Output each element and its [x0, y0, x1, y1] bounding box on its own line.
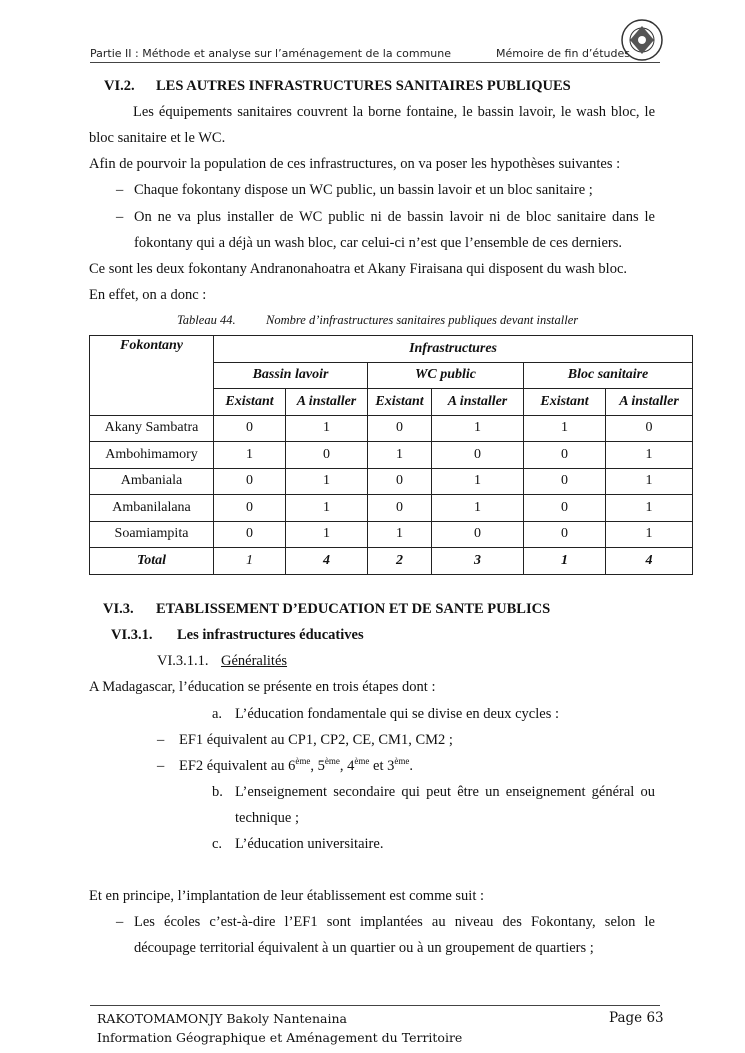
paragraph: En effet, on a donc :: [89, 287, 207, 303]
row-name: Akany Sambatra: [90, 415, 214, 442]
subsubsection-title: [221, 652, 287, 670]
cell: 0: [368, 468, 432, 495]
bullet-dash: –: [116, 182, 124, 198]
cell: 1: [286, 495, 368, 522]
row-name: Ambaniala: [90, 468, 214, 495]
bullet-dash: –: [116, 209, 124, 225]
cell: 1: [214, 442, 286, 469]
cell: 0: [432, 442, 524, 469]
cell: 0: [214, 468, 286, 495]
ef2-sep: , 4: [339, 758, 355, 774]
cell: 0: [524, 521, 606, 548]
list-label: b.: [212, 784, 223, 800]
list-label: c.: [212, 836, 223, 852]
table-header-row: [90, 336, 693, 363]
footer-page-number: Page 63: [609, 1010, 664, 1026]
subheader-existant: Existant: [214, 389, 286, 416]
subheader-a-installer: A installer: [606, 389, 693, 416]
header-fokontany: Fokontany: [90, 336, 214, 416]
row-name: Soamiampita: [90, 521, 214, 548]
bullet-dash: –: [157, 732, 165, 748]
total-cell: 1: [214, 548, 286, 575]
table-caption-label: Tableau 44.: [177, 313, 236, 327]
cell: 0: [286, 442, 368, 469]
group-bassin-lavoir: Bassin lavoir: [214, 362, 368, 389]
footer-author: RAKOTOMAMONJY Bakoly Nantenaina: [97, 1011, 347, 1026]
footer-rule: [90, 1005, 660, 1006]
bullet-dash: –: [157, 758, 165, 774]
total-cell: 4: [606, 548, 693, 575]
total-cell: 1: [524, 548, 606, 575]
subsection-title: Les infrastructures éducatives: [177, 627, 364, 643]
table-row: [90, 521, 693, 548]
bullet-item: On ne va plus installer de WC public ni de bassin lavoir ni de bloc sanitaire dans le: [134, 209, 655, 225]
running-header-right: Mémoire de fin d’études: [496, 47, 630, 60]
cell: 0: [524, 495, 606, 522]
subsubsection-title-text: Généralités: [221, 653, 288, 669]
section-title: ETABLISSEMENT D’EDUCATION ET DE SANTE PUBLICS: [156, 601, 551, 617]
total-label: Total: [90, 548, 214, 575]
subsubsection-number: VI.3.1.1.: [157, 653, 209, 669]
section-title: LES AUTRES INFRASTRUCTURES SANITAIRES PUBLIQUES: [156, 78, 571, 94]
cell: 1: [606, 468, 693, 495]
total-cell: 4: [286, 548, 368, 575]
cell: 1: [286, 468, 368, 495]
subheader-a-installer: A installer: [286, 389, 368, 416]
cell: 0: [214, 415, 286, 442]
subheader-existant: Existant: [368, 389, 432, 416]
cell: 1: [524, 415, 606, 442]
section-number: VI.2.: [104, 78, 135, 94]
cell: 1: [286, 521, 368, 548]
sup: ème: [324, 756, 340, 767]
infrastructure-table: [89, 335, 693, 575]
sup: ème: [295, 756, 311, 767]
subheader-a-installer: A installer: [432, 389, 524, 416]
paragraph: Les équipements sanitaires couvrent la borne fontaine, le bassin lavoir, le wash bloc, le: [133, 104, 655, 120]
cell: 0: [214, 521, 286, 548]
paragraph: Et en principe, l’implantation de leur établissement est comme suit :: [89, 888, 485, 904]
cell: 1: [286, 415, 368, 442]
total-cell: 2: [368, 548, 432, 575]
cell: 0: [368, 495, 432, 522]
row-name: Ambanilalana: [90, 495, 214, 522]
table-row: [90, 468, 693, 495]
bullet-item: Chaque fokontany dispose un WC public, un bassin lavoir et un bloc sanitaire ;: [134, 182, 593, 198]
table-row: [90, 415, 693, 442]
list-item: technique ;: [235, 810, 300, 826]
table-row: [90, 495, 693, 522]
running-header-left: Partie II : Méthode et analyse sur l’aménagement de la commune: [90, 47, 452, 60]
bullet-item: EF1 équivalent au CP1, CP2, CE, CM1, CM2 ;: [179, 732, 453, 748]
ef2-sep: , 5: [310, 758, 325, 774]
bullet-item-ef2: [179, 757, 413, 775]
cell: 1: [606, 521, 693, 548]
subsection-number: VI.3.1.: [111, 627, 153, 643]
subheader-existant: Existant: [524, 389, 606, 416]
cell: 1: [368, 521, 432, 548]
table-caption-text: Nombre d’infrastructures sanitaires publiques devant installer: [266, 313, 579, 327]
cell: 0: [606, 415, 693, 442]
group-bloc-sanitaire: Bloc sanitaire: [524, 362, 693, 389]
ef2-end: .: [409, 758, 413, 774]
footer-program: Information Géographique et Aménagement du Territoire: [97, 1030, 463, 1045]
paragraph: Ce sont les deux fokontany Andranonahoatra et Akany Firaisana qui disposent du wash bloc.: [89, 261, 628, 277]
list-item: L’éducation universitaire.: [235, 836, 384, 852]
header-rule: [90, 62, 660, 63]
cell: 1: [368, 442, 432, 469]
cell: 1: [432, 415, 524, 442]
ef2-sep: et 3: [369, 758, 395, 774]
bullet-dash: –: [116, 914, 124, 930]
cell: 0: [368, 415, 432, 442]
table-row: [90, 442, 693, 469]
table-total-row: [90, 548, 693, 575]
row-name: Ambohimamory: [90, 442, 214, 469]
bullet-item: fokontany qui a déjà un wash bloc, car celui-ci n’est que l’ensemble de ces derniers.: [134, 235, 622, 251]
section-number: VI.3.: [103, 601, 134, 617]
sup: ème: [394, 756, 410, 767]
cell: 0: [432, 521, 524, 548]
paragraph: bloc sanitaire et le WC.: [89, 130, 226, 146]
list-label: a.: [212, 706, 223, 722]
cell: 0: [524, 442, 606, 469]
cell: 1: [606, 495, 693, 522]
bullet-item: découpage territorial équivalent à un quartier ou à un groupement de quartiers ;: [134, 940, 594, 956]
bullet-item: Les écoles c’est-à-dire l’EF1 sont implantées au niveau des Fokontany, selon le: [134, 914, 655, 930]
sup: ème: [354, 756, 370, 767]
cell: 0: [524, 468, 606, 495]
list-item: L’éducation fondamentale qui se divise en deux cycles :: [235, 706, 559, 722]
cell: 1: [432, 468, 524, 495]
university-seal-icon: [620, 18, 664, 62]
ef2-prefix: EF2 équivalent au 6: [179, 758, 296, 774]
paragraph: Afin de pourvoir la population de ces infrastructures, on va poser les hypothèses suivantes :: [89, 156, 621, 172]
cell: 1: [606, 442, 693, 469]
paragraph: A Madagascar, l’éducation se présente en trois étapes dont :: [89, 679, 436, 695]
cell: 0: [214, 495, 286, 522]
list-item: L’enseignement secondaire qui peut être un enseignement général ou: [235, 784, 655, 800]
cell: 1: [432, 495, 524, 522]
total-cell: 3: [432, 548, 524, 575]
group-wc-public: WC public: [368, 362, 524, 389]
header-infrastructures: Infrastructures: [214, 336, 693, 363]
